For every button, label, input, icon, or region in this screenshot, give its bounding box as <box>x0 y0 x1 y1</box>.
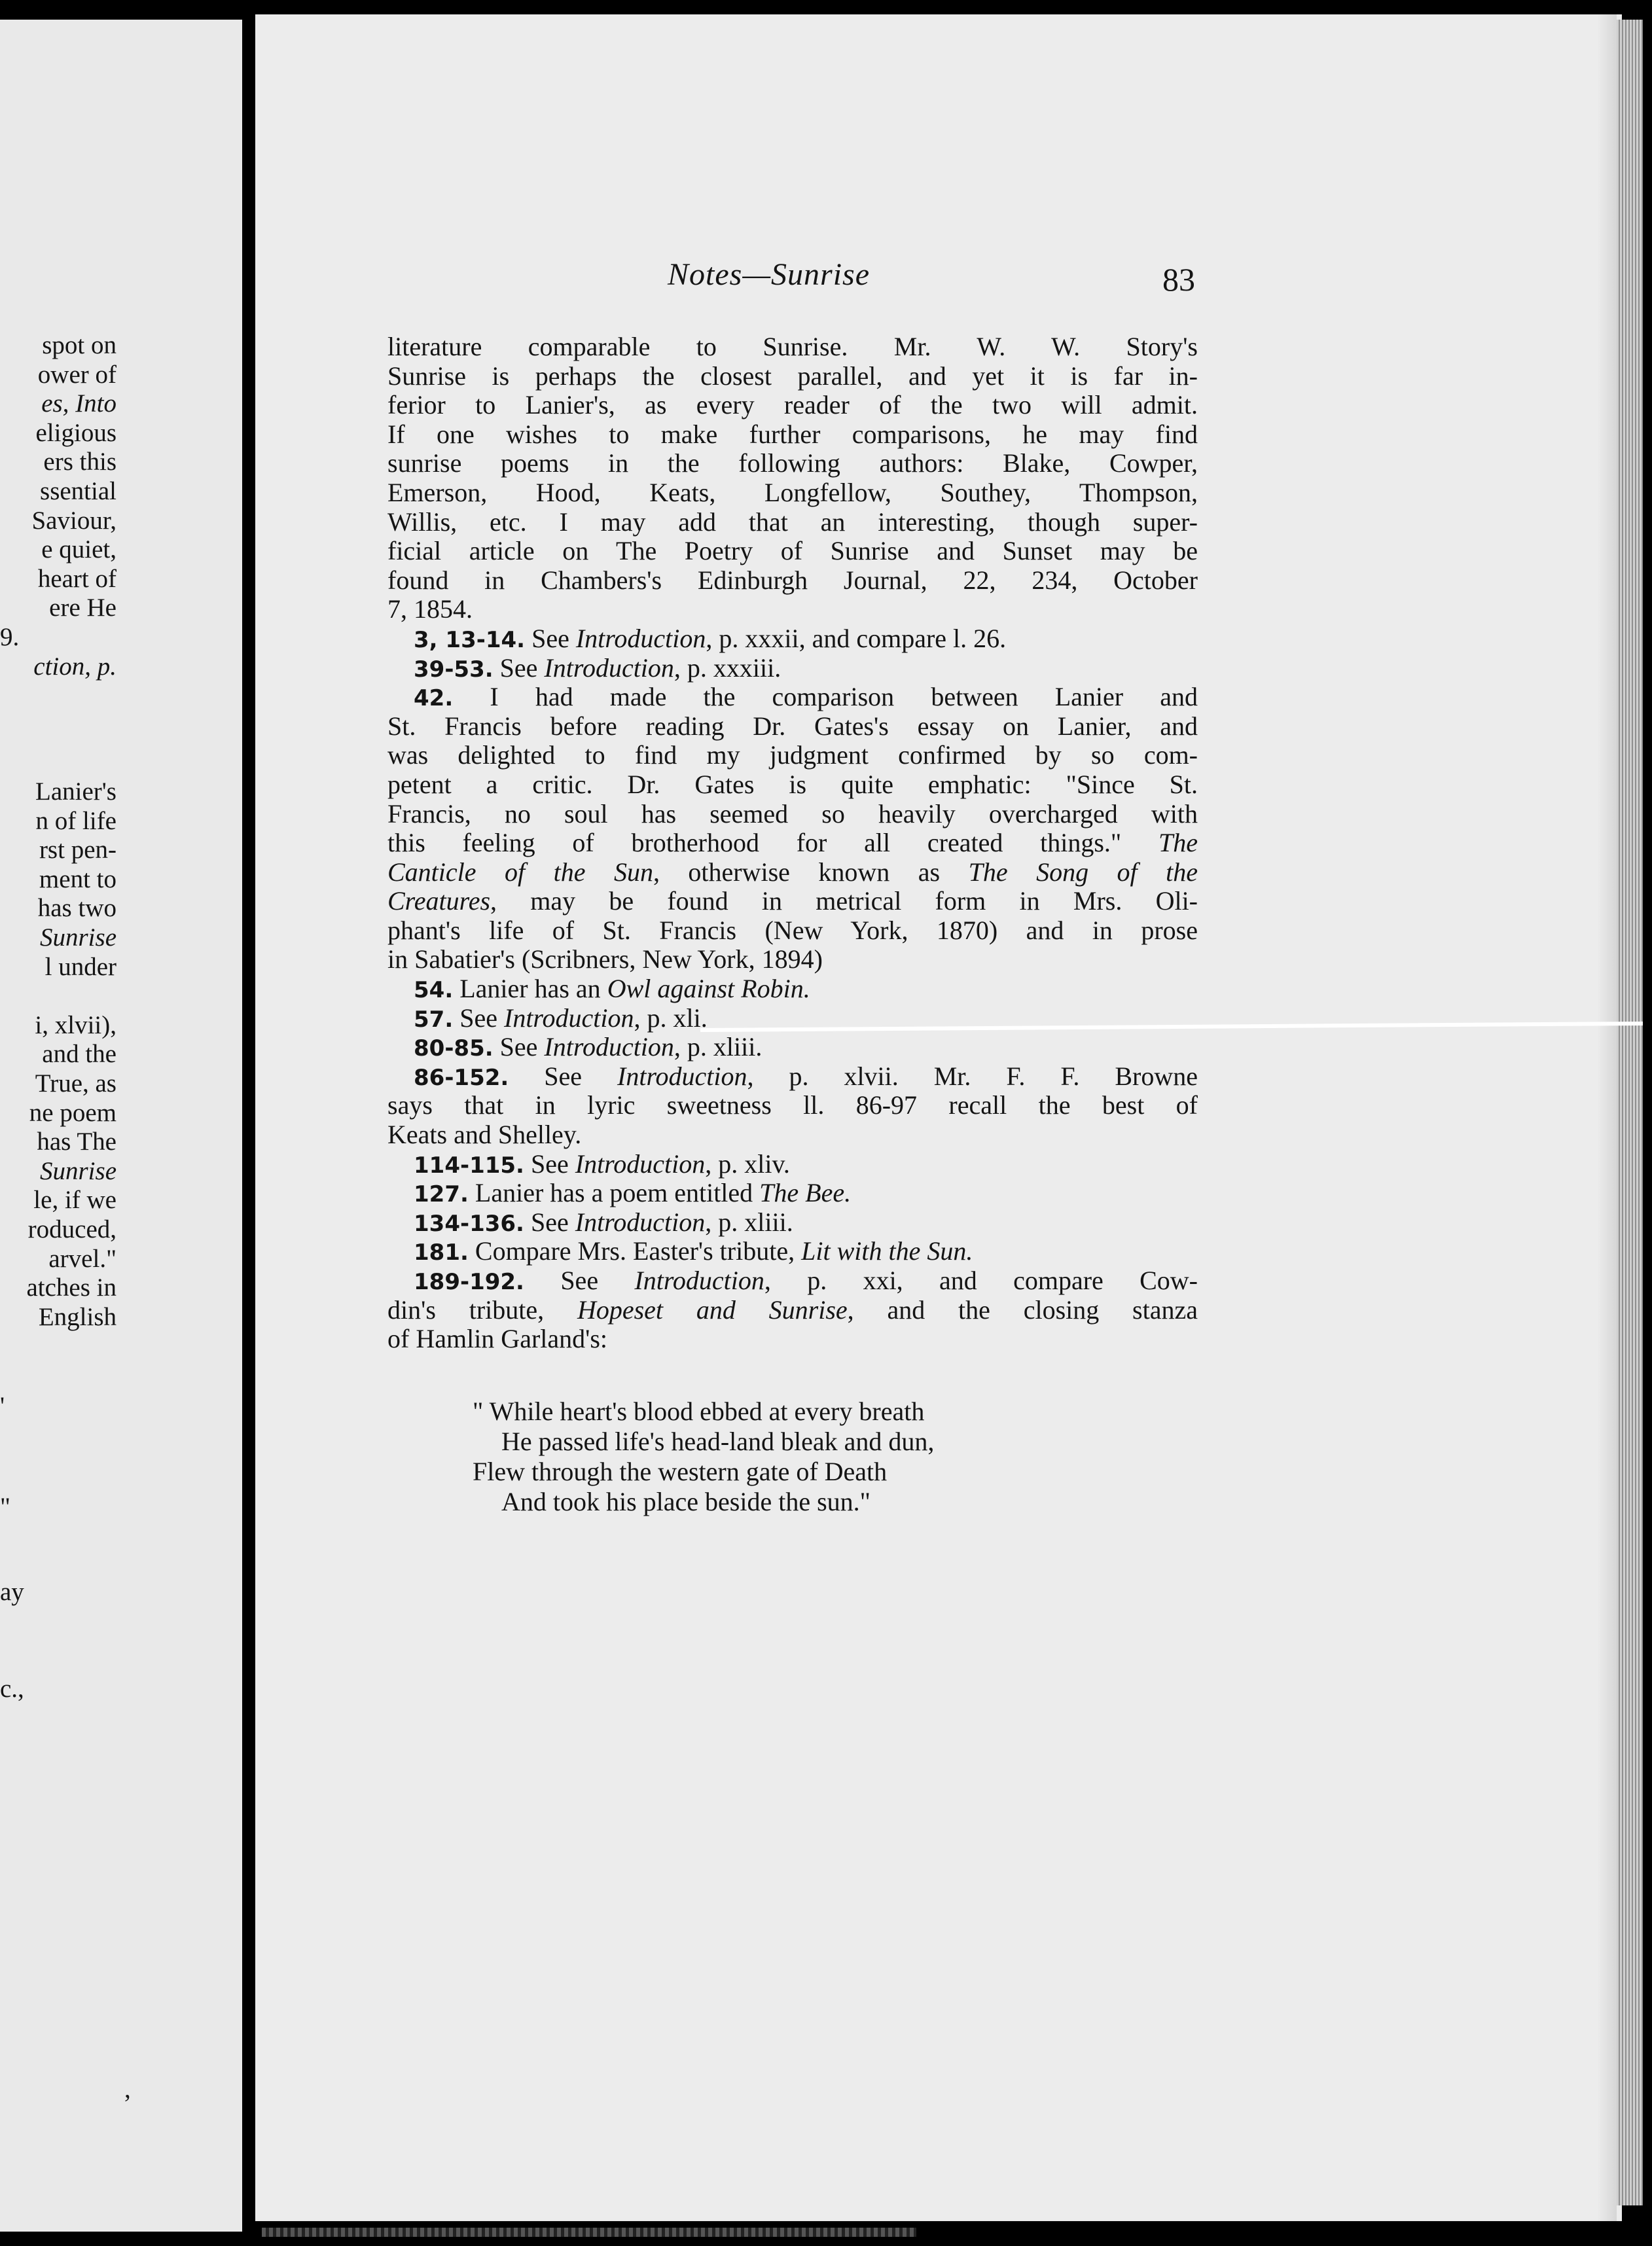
left-fragment: c., <box>0 1675 24 1703</box>
note-line: Keats and Shelley. <box>387 1120 582 1150</box>
left-fragment: ay <box>0 1578 24 1606</box>
note-189-192 <box>387 1266 1198 1296</box>
left-line: arvel." <box>48 1244 117 1273</box>
note-text: , p. xli. <box>634 1003 708 1033</box>
note-italic: The Song of the <box>968 857 1198 887</box>
note-text: See <box>459 1003 497 1033</box>
left-line: English <box>38 1302 117 1331</box>
left-line: ssential <box>40 476 117 505</box>
left-line: Saviour, <box>31 506 117 535</box>
note-181 <box>387 1237 1198 1266</box>
note-number: 114-115. <box>414 1152 524 1179</box>
note-line: Francis, no soul has seemed so heavily overcharged with <box>387 798 1198 829</box>
note-italic: Introduction <box>544 652 674 683</box>
left-line: True, as <box>35 1069 117 1097</box>
left-line: roduced, <box>27 1215 117 1243</box>
note-italic: Introduction <box>634 1266 764 1295</box>
note-text: , p. xliv. <box>705 1149 790 1179</box>
paragraph-line: Sunrise is perhaps the closest parallel, and yet it is far in- <box>387 361 1198 391</box>
note-text: , p. xxxiii. <box>673 652 781 683</box>
note-text: Compare Mrs. Easter's tribute, <box>475 1236 795 1266</box>
paragraph-line: Emerson, Hood, Keats, Longfellow, Southey, Thompson, <box>387 477 1198 507</box>
note-text: this feeling of brotherhood for all created things." <box>387 828 1122 858</box>
poem-line: Flew through the western gate of Death <box>473 1457 888 1486</box>
page-gutter-shadow <box>1597 14 1617 2221</box>
left-page-text-top <box>0 331 117 681</box>
note-text: See <box>499 1032 538 1062</box>
note-number: 3, 13-14. <box>414 626 526 653</box>
paragraph-line: If one wishes to make further comparisons, he may find <box>387 419 1198 449</box>
note-number: 39-53. <box>414 656 494 683</box>
paragraph-line: ficial article on The Poetry of Sunrise and Sunset may be <box>387 536 1198 566</box>
left-line: ne poem <box>29 1098 117 1127</box>
note-line <box>387 1296 1198 1325</box>
note-italic: Introduction <box>575 1149 706 1179</box>
note-number: 54. <box>414 977 454 1004</box>
note-text: , may be found in metrical form in Mrs. Oli- <box>490 886 1198 916</box>
note-line: of Hamlin Garland's: <box>387 1324 608 1354</box>
note-text: See <box>499 652 538 683</box>
left-line: has two <box>37 894 117 923</box>
left-line: Sunrise <box>40 1156 117 1185</box>
note-line: St. Francis before reading Dr. Gates's essay on Lanier, and <box>387 711 1198 741</box>
note-italic: Introduction <box>617 1061 747 1091</box>
note-line <box>387 858 1198 887</box>
note-italic: Lit with the Sun. <box>801 1236 973 1266</box>
note-text: , p. xliii. <box>705 1207 793 1237</box>
left-line: Sunrise <box>40 923 117 952</box>
page-edges <box>1617 20 1643 2205</box>
note-italic: Introduction <box>544 1032 674 1062</box>
note-text: din's tribute, <box>387 1294 545 1325</box>
note-text: , p. xlvii. Mr. F. F. Browne <box>747 1061 1198 1091</box>
note-42 <box>387 683 1198 712</box>
note-number: 189-192. <box>414 1269 524 1295</box>
left-line: atches in <box>26 1274 117 1302</box>
left-line: i, xlvii), <box>35 1010 117 1039</box>
note-number: 57. <box>414 1006 454 1033</box>
page-number: 83 <box>1162 261 1195 298</box>
note-80-85 <box>387 1033 1198 1062</box>
note-number: 134-136. <box>414 1210 524 1237</box>
note-italic: The Bee. <box>759 1178 852 1208</box>
paragraph-line: sunrise poems in the following authors: Blake, Cowper, <box>387 448 1198 478</box>
note-114-115 <box>387 1150 1198 1179</box>
note-127 <box>387 1179 1198 1208</box>
quoted-stanza <box>473 1397 934 1517</box>
note-number: 127. <box>414 1181 469 1208</box>
left-line: and the <box>42 1040 117 1069</box>
note-line: says that in lyric sweetness ll. 86-97 recall the best of <box>387 1090 1198 1120</box>
left-line: ower of <box>37 360 117 389</box>
left-line: l under <box>45 952 117 981</box>
note-number: 42. <box>414 685 454 712</box>
paragraph-line: ferior to Lanier's, as every reader of the two will admit. <box>387 390 1198 420</box>
left-line: heart of <box>37 564 117 593</box>
left-page-text-mid <box>0 777 117 1332</box>
left-line: spot on <box>42 331 117 359</box>
left-fragment: , <box>124 2075 131 2103</box>
left-line: n of life <box>35 806 117 835</box>
notes-body <box>387 332 1198 1354</box>
note-italic: The <box>1158 828 1198 858</box>
note-line: in Sabatier's (Scribners, New York, 1894) <box>387 944 823 974</box>
note-text: See <box>530 1149 569 1179</box>
note-line: was delighted to find my judgment confirmed by so com- <box>387 740 1198 770</box>
running-head: Notes—Sunrise <box>668 257 871 292</box>
left-line: e quiet, <box>41 535 117 564</box>
note-line <box>387 887 1198 916</box>
paragraph-line: 7, 1854. <box>387 594 473 624</box>
note-italic: Creatures <box>387 886 491 916</box>
note-text: See <box>560 1266 599 1295</box>
left-line: le, if we <box>33 1186 117 1215</box>
note-39-53 <box>387 654 1198 683</box>
note-text: I had made the comparison between Lanier and <box>490 682 1198 712</box>
note-text: See <box>544 1061 583 1091</box>
left-line: ction, p. <box>33 652 117 681</box>
left-fragment: ' <box>0 1392 5 1420</box>
left-line: ere He <box>49 594 117 622</box>
note-line: phant's life of St. Francis (New York, 1870) and in prose <box>387 915 1198 945</box>
note-134-136 <box>387 1208 1198 1238</box>
note-54 <box>387 974 1198 1004</box>
note-italic: Canticle of the Sun <box>387 857 653 887</box>
note-text: See <box>531 623 569 653</box>
left-line: eligious <box>35 418 117 447</box>
left-line: es, Into <box>41 389 117 418</box>
poem-line: He passed life's head-land bleak and dun, <box>501 1427 935 1456</box>
note-text: Lanier has a poem entitled <box>475 1178 753 1208</box>
note-text: See <box>530 1207 569 1237</box>
note-text: , p. xxxii, and compare l. 26. <box>706 623 1007 653</box>
left-line <box>0 982 117 1011</box>
note-86-152 <box>387 1062 1198 1092</box>
note-3-13-14 <box>387 624 1198 654</box>
paragraph-line: literature comparable to Sunrise. Mr. W. W. Story's <box>387 332 1198 361</box>
note-line: petent a critic. Dr. Gates is quite emphatic: "Since St. <box>387 769 1198 799</box>
note-text: , p. xxi, and compare Cow- <box>764 1266 1198 1295</box>
left-fragment: " <box>0 1493 10 1521</box>
note-text: , and the closing stanza <box>847 1294 1198 1325</box>
poem-line: And took his place beside the sun." <box>501 1487 871 1516</box>
note-italic: Introduction <box>575 623 706 653</box>
note-italic: Introduction <box>504 1003 634 1033</box>
note-number: 80-85. <box>414 1035 494 1062</box>
poem-line: " While heart's blood ebbed at every breath <box>473 1397 925 1426</box>
left-line: ment to <box>39 865 117 893</box>
left-line: 9. <box>0 622 20 651</box>
note-italic: Owl against Robin. <box>607 974 810 1004</box>
paragraph-line: found in Chambers's Edinburgh Journal, 22, 234, October <box>387 565 1198 595</box>
note-number: 181. <box>414 1239 469 1266</box>
note-italic: Hopeset and Sunrise <box>577 1294 848 1325</box>
note-line <box>387 829 1198 858</box>
note-text: Lanier has an <box>459 974 601 1004</box>
note-italic: Introduction <box>575 1207 706 1237</box>
note-text: , otherwise known as <box>653 857 941 887</box>
scan-noise <box>262 2228 916 2237</box>
left-line: rst pen- <box>39 836 117 865</box>
note-text: , p. xliii. <box>673 1032 763 1062</box>
paragraph-line: Willis, etc. I may add that an interesting, though super- <box>387 507 1198 537</box>
left-line: ers this <box>43 448 117 476</box>
left-line: has The <box>37 1128 117 1156</box>
left-line: Lanier's <box>35 777 117 806</box>
note-number: 86-152. <box>414 1064 509 1091</box>
